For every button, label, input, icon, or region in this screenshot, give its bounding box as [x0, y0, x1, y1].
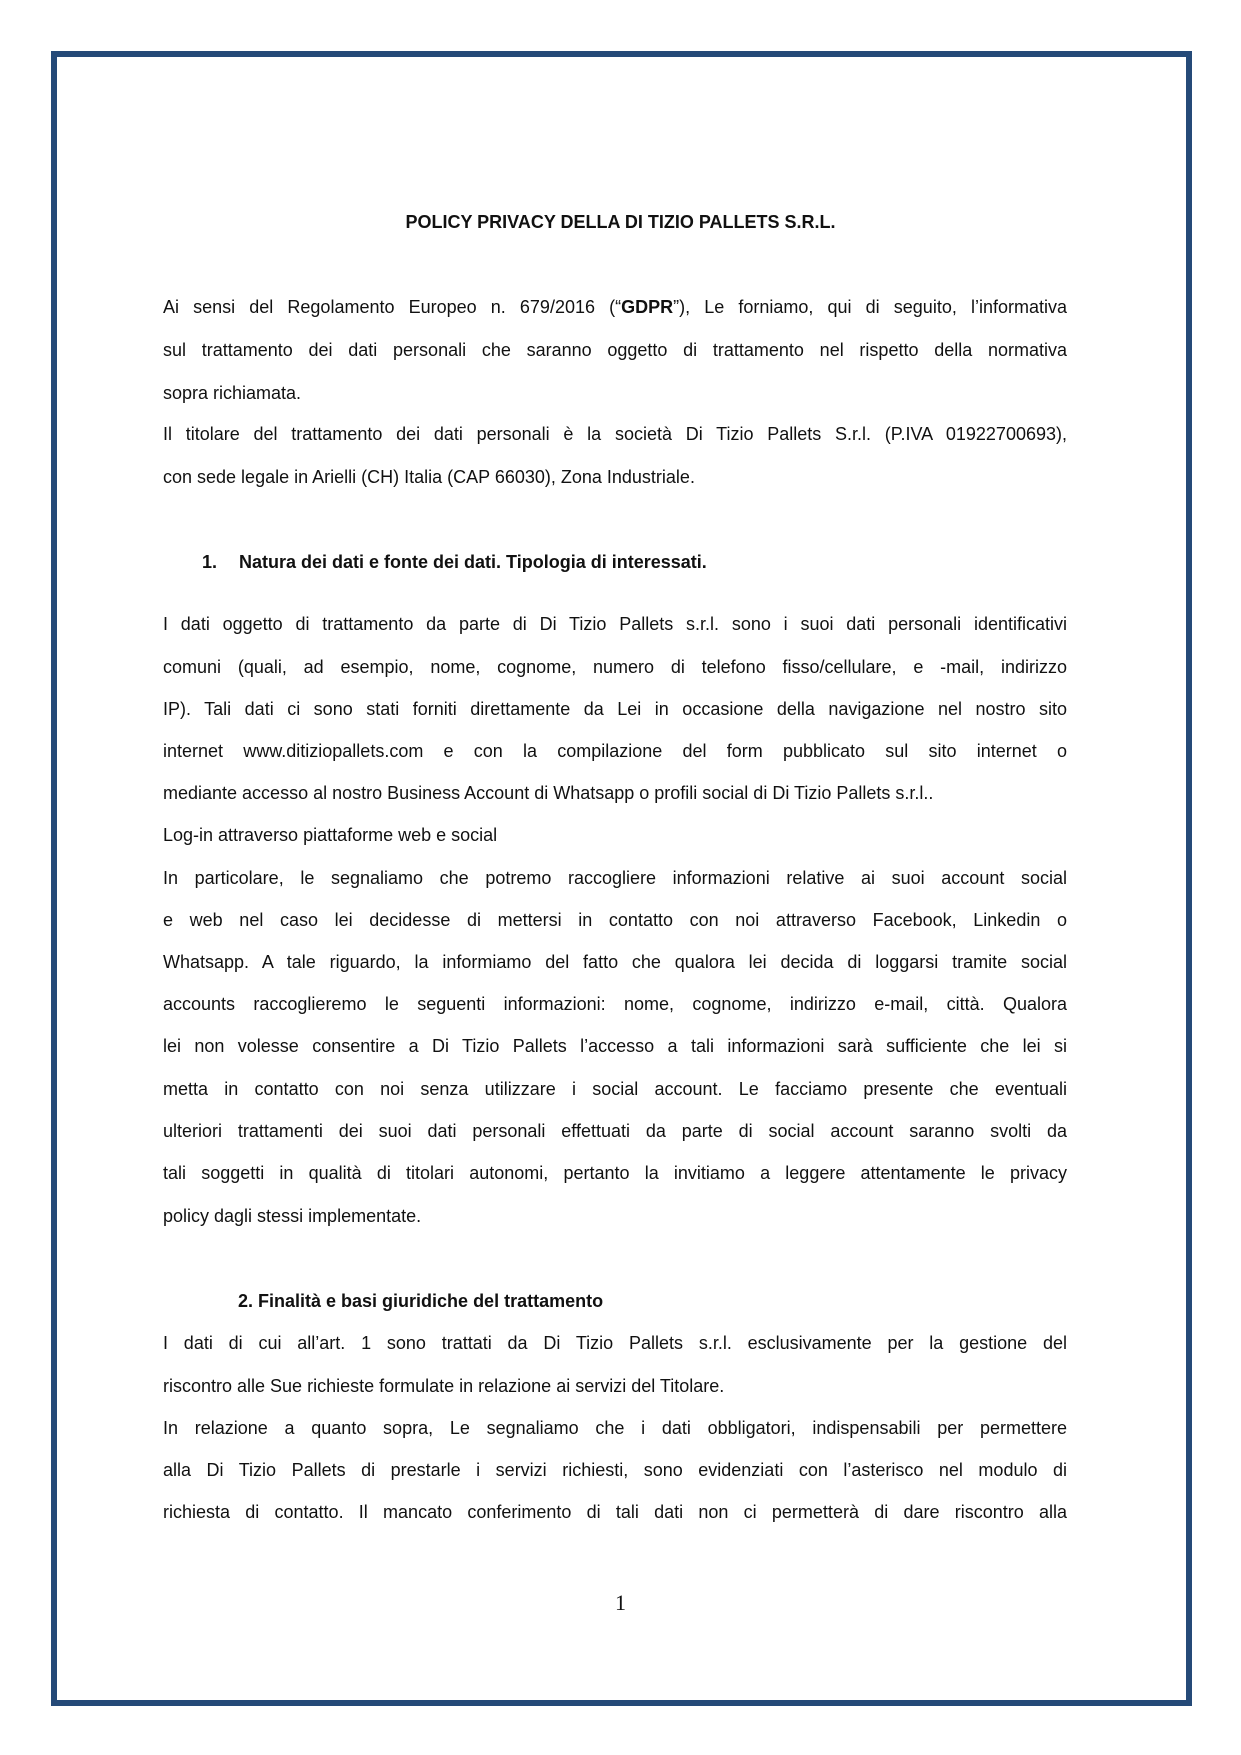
section1-line: e web nel caso lei decidesse di mettersi in contatto con noi attraverso Facebook, Linkedin o	[163, 910, 1067, 930]
section2-line: riscontro alle Sue richieste formulate in relazione ai servizi del Titolare.	[163, 1376, 725, 1396]
intro-line: sul trattamento dei dati personali che saranno oggetto di trattamento nel rispetto della normativa	[163, 340, 1067, 360]
section1-line: mediante accesso al nostro Business Account di Whatsapp o profili social di Di Tizio Pallets s.r.l..	[163, 783, 934, 803]
section1-line: Whatsapp. A tale riguardo, la informiamo del fatto che qualora lei decida di loggarsi tramite social	[163, 952, 1067, 972]
intro-line: con sede legale in Arielli (CH) Italia (CAP 66030), Zona Industriale.	[163, 467, 695, 487]
intro-line: Il titolare del trattamento dei dati personali è la società Di Tizio Pallets S.r.l. (P.IVA 01922700693),	[163, 424, 1067, 444]
page-number: 1	[615, 1590, 626, 1615]
section2-line: alla Di Tizio Pallets di prestarle i servizi richiesti, sono evidenziati con l’asterisco nel modulo di	[163, 1460, 1067, 1480]
section1-line: In particolare, le segnaliamo che potremo raccogliere informazioni relative ai suoi account social	[163, 868, 1067, 888]
text: ”), Le forniamo, qui di seguito, l’informativa	[673, 297, 1067, 317]
document-title: POLICY PRIVACY DELLA DI TIZIO PALLETS S.R.L.	[405, 212, 836, 232]
section1-line: policy dagli stessi implementate.	[163, 1206, 422, 1226]
section2-line: In relazione a quanto sopra, Le segnaliamo che i dati obbligatori, indispensabili per permettere	[163, 1418, 1067, 1438]
section1-line: ulteriori trattamenti dei suoi dati personali effettuati da parte di social account saranno svolti da	[163, 1121, 1067, 1141]
gdpr-bold: GDPR	[621, 297, 674, 317]
section1-line: comuni (quali, ad esempio, nome, cognome, numero di telefono fisso/cellulare, e -mail, indirizzo	[163, 657, 1067, 677]
section1-line: lei non volesse consentire a Di Tizio Pallets l’accesso a tali informazioni sarà sufficiente che lei si	[163, 1036, 1067, 1056]
section1-line: tali soggetti in qualità di titolari autonomi, pertanto la invitiamo a leggere attentamente le privacy	[163, 1163, 1067, 1183]
section1-line: IP). Tali dati ci sono stati forniti direttamente da Lei in occasione della navigazione nel nostro sito	[163, 699, 1067, 719]
section1-line: Log-in attraverso piattaforme web e social	[163, 825, 498, 845]
section1-line: internet www.ditiziopallets.com e con la compilazione del form pubblicato sul sito internet o	[163, 741, 1067, 761]
section2-line: I dati di cui all’art. 1 sono trattati da Di Tizio Pallets s.r.l. esclusivamente per la gestione del	[163, 1333, 1067, 1353]
section2-line: richiesta di contatto. Il mancato conferimento di tali dati non ci permetterà di dare riscontro alla	[163, 1502, 1067, 1522]
section1-line: I dati oggetto di trattamento da parte di Di Tizio Pallets s.r.l. sono i suoi dati personali identificativi	[163, 614, 1067, 634]
section1-line: metta in contatto con noi senza utilizzare i social account. Le facciamo presente che eventuali	[163, 1079, 1067, 1099]
section1-number: 1.	[202, 552, 218, 572]
intro-line	[163, 295, 1067, 319]
section2-heading: 2. Finalità e basi giuridiche del trattamento	[238, 1291, 604, 1311]
text: Ai sensi del Regolamento Europeo n. 679/2016 (“	[163, 297, 622, 317]
section1-heading: Natura dei dati e fonte dei dati. Tipologia di interessati.	[239, 552, 707, 572]
section1-line: accounts raccoglieremo le seguenti informazioni: nome, cognome, indirizzo e-mail, città. Qualora	[163, 994, 1067, 1014]
intro-line: sopra richiamata.	[163, 383, 302, 403]
